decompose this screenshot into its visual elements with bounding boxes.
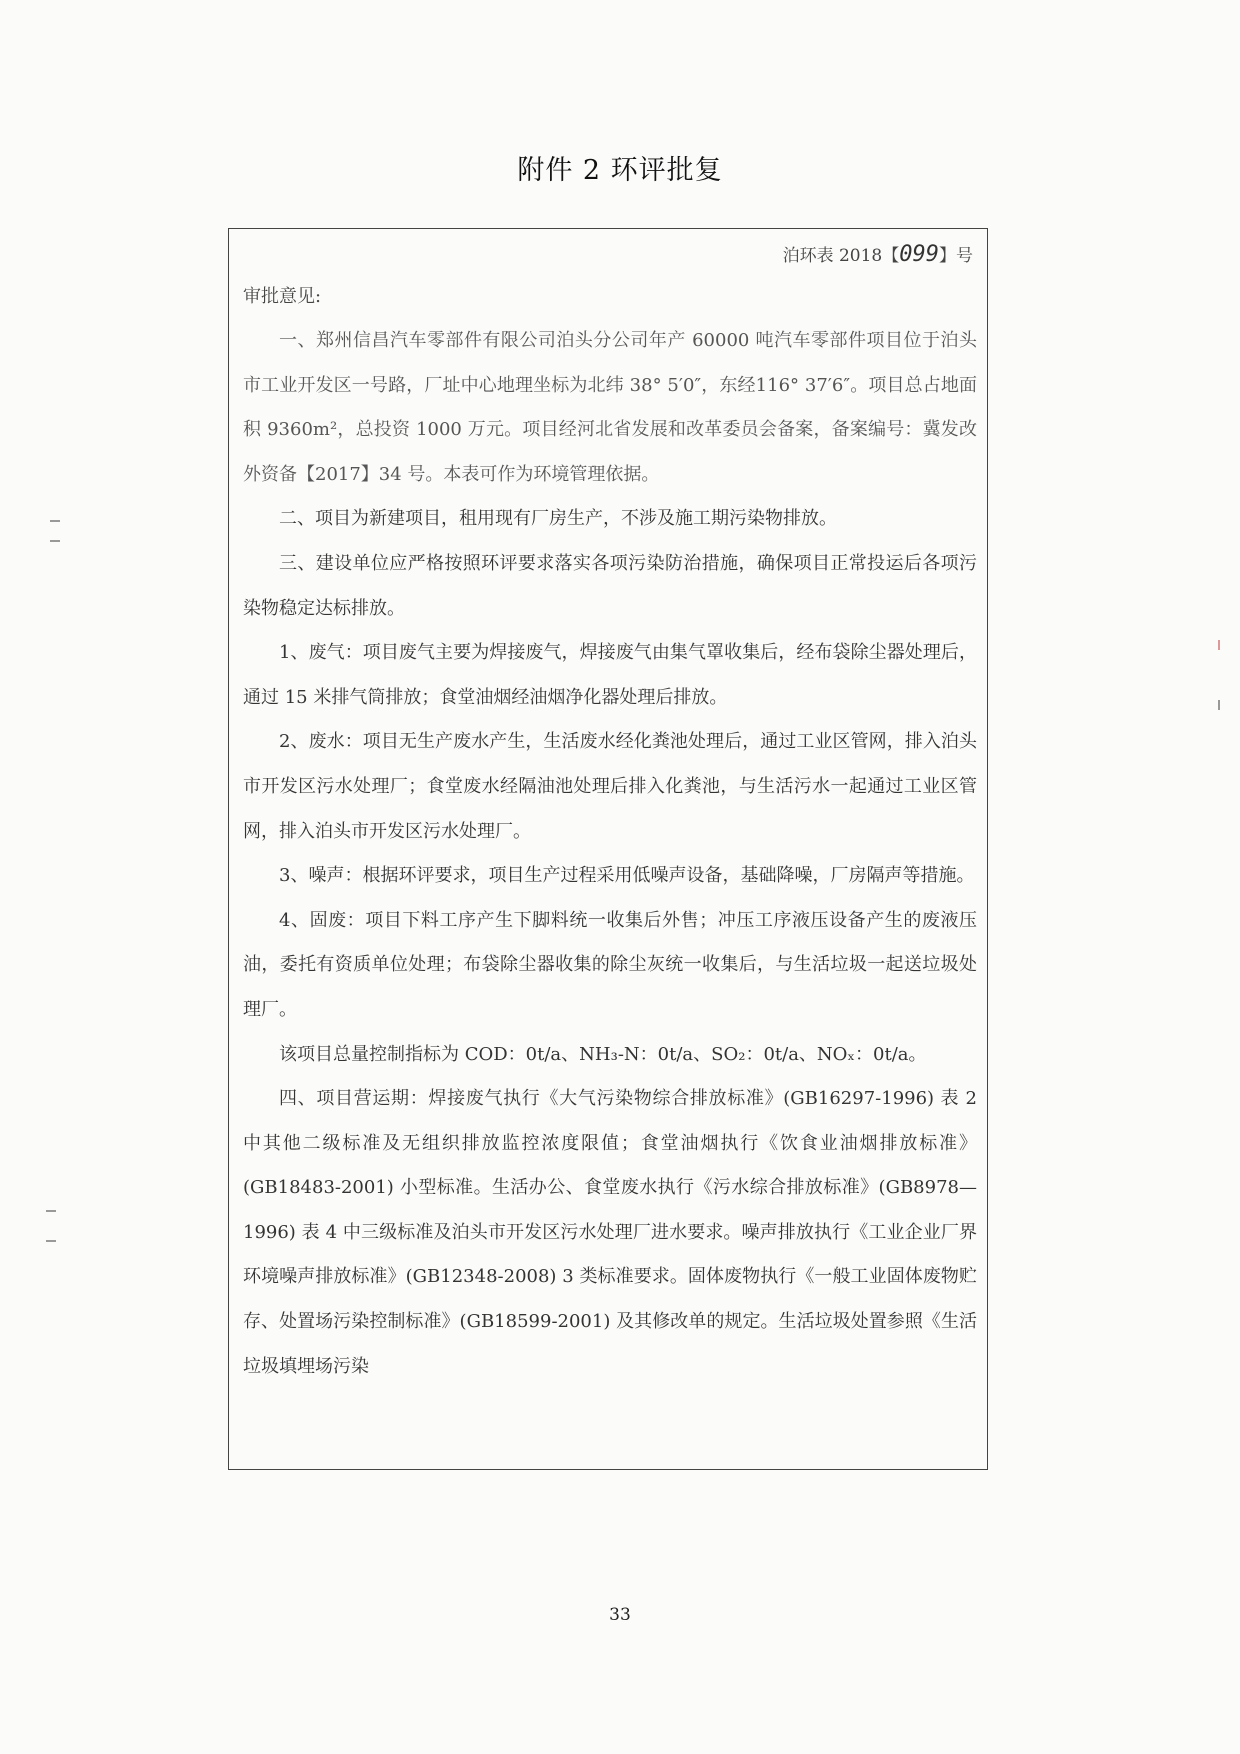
paragraph-3: 三、建设单位应严格按照环评要求落实各项污染防治措施，确保项目正常投运后各项污染物稳定达标排放。 [243, 552, 977, 619]
paragraph-2: 二、项目为新建项目，租用现有厂房生产，不涉及施工期污染物排放。 [279, 508, 837, 530]
scan-mark [46, 1240, 56, 1242]
paragraph-total-control: 该项目总量控制指标为 COD：0t/a、NH₃-N：0t/a、SO₂：0t/a、NOₓ：0t/a。 [279, 1043, 927, 1065]
scan-mark [50, 520, 60, 522]
paragraph-solid-waste: 4、固废：项目下料工序产生下脚料统一收集后外售；冲压工序液压设备产生的废液压油，委托有资质单位处理；布袋除尘器收集的除尘灰统一收集后，与生活垃圾一起送垃圾处理厂。 [243, 909, 977, 1020]
scan-mark [1218, 700, 1220, 710]
scan-mark [1218, 640, 1220, 650]
scan-mark [50, 540, 60, 542]
page-number: 33 [609, 1605, 631, 1625]
paragraph-noise: 3、噪声：根据环评要求，项目生产过程采用低噪声设备，基础降噪，厂房隔声等措施。 [279, 865, 975, 887]
document-number-prefix: 泊环表 2018【 [782, 246, 900, 266]
paragraph-waste-water: 2、废水：项目无生产废水产生，生活废水经化粪池处理后，通过工业区管网，排入泊头市开发区污水处理厂；食堂废水经隔油池处理后排入化粪池，与生活污水一起通过工业区管网，排入泊头市开发区污水处理厂。 [243, 731, 977, 842]
handwritten-number: 099 [899, 242, 939, 267]
scan-mark [46, 1210, 56, 1212]
paragraph-waste-gas: 1、废气：项目废气主要为焊接废气，焊接废气由集气罩收集后，经布袋除尘器处理后，通过 15 米排气筒排放；食堂油烟经油烟净化器处理后排放。 [243, 642, 977, 708]
paragraph-operation-standards: 四、项目营运期：焊接废气执行《大气污染物综合排放标准》(GB16297-1996) 表 2 中其他二级标准及无组织排放监控浓度限值；食堂油烟执行《饮食业油烟排放标准》(GB18483-2001) 小型标准。生活办公、食堂废水执行《污水综合排放标准》(GB8978—1996) 表 4 中三级标准及泊头市开发区污水处理厂进水要求。噪声排放执行《工业企业厂界环境噪声排放标准》(GB12348-2008) 3 类标准要求。固体废物执行《一般工业固体废物贮存、处置场污染控制标准》(GB18599-2001) 及其修改单的规定。生活垃圾处置参照《生活垃圾填埋场污染 [243, 1088, 977, 1377]
approval-form-box [228, 228, 988, 1470]
page-title: 附件 2 环评批复 [517, 155, 723, 186]
paragraph-1: 一、郑州信昌汽车零部件有限公司泊头分公司年产 60000 吨汽车零部件项目位于泊头市工业开发区一号路，厂址中心地理坐标为北纬 38° 5′0″，东经116° 37′6″。项目总占地面积 9360m²，总投资 1000 万元。项目经河北省发展和改革委员会备案，备案编号：冀发改外资备【2017】34 号。本表可作为环境管理依据。 [243, 330, 977, 485]
document-number-suffix: 】号 [939, 246, 973, 266]
document-number [243, 235, 977, 275]
opinion-label: 审批意见: [243, 286, 322, 307]
